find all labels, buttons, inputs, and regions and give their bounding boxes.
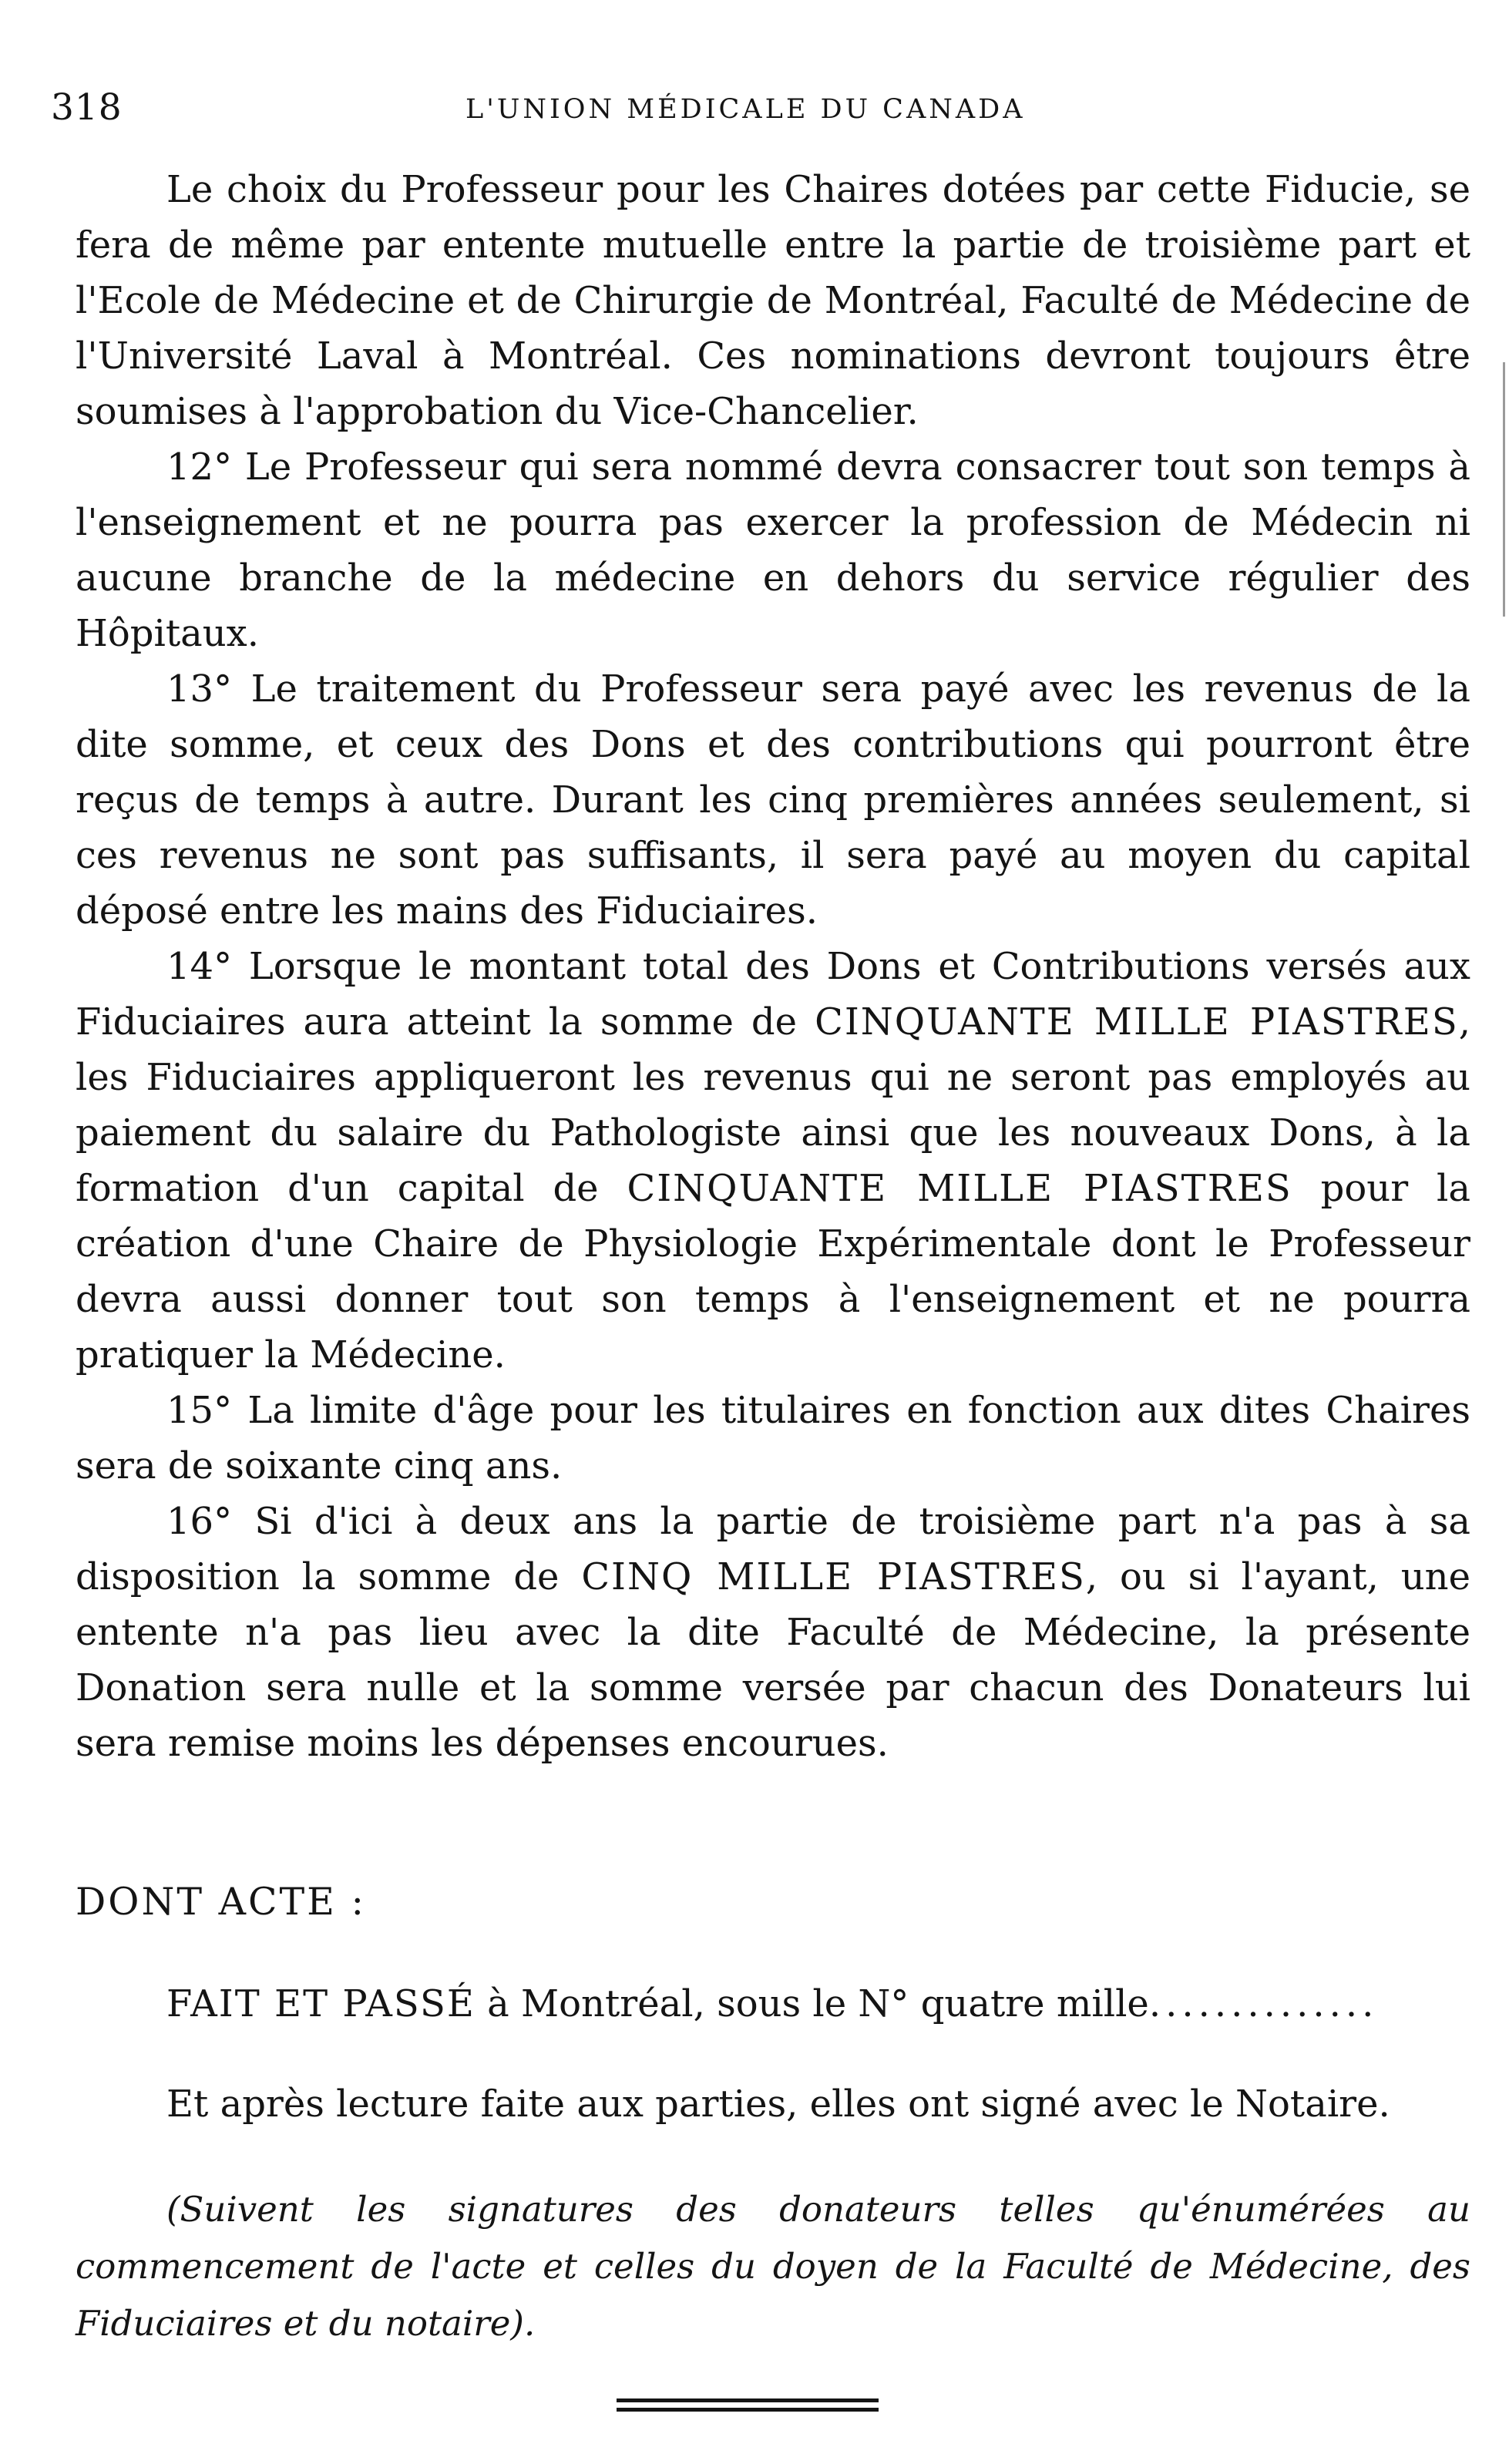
fait-et-passe-label: FAIT ET PASSÉ: [166, 1982, 476, 2025]
running-head: L'UNION MÉDICALE DU CANADA: [465, 94, 1026, 125]
paragraph-14-text-c: pour la création d'une Chaire de Physiologie Expérimentale dont le Professeur devra aussi donner tout son temps à l'enseignement et ne pourra pratiquer la Médecine.: [76, 1167, 1470, 1377]
margin-scan-line: [1503, 362, 1505, 617]
paragraph-13: 13° Le traitement du Professeur sera payé avec les revenus de la dite somme, et ceux des Dons et des contributions qui pourront être reçus de temps à autre. Durant les cinq premières années seulement, si ces revenus ne sont pas suffisants, il sera payé au moyen du capital déposé entre les mains des Fiduciaires.: [76, 667, 1470, 933]
signatures-note-text: (Suivent les signatures des donateurs telles qu'énumérées au commencement de l'acte et celles du doyen de la Faculté de Médecine, des Fiduciaires et du notaire).: [76, 2189, 1470, 2344]
dont-acte-heading: DONT ACTE :: [76, 1880, 367, 1924]
paragraph-14-text-b: , les Fiduciaires appliqueront les revenus qui ne seront pas employés au paiement du salaire du Pathologiste ainsi que les nouveaux Dons, à la formation d'un capital de: [76, 1000, 1470, 1210]
signatures-note: [76, 2181, 1470, 2352]
page-number: 318: [51, 86, 123, 129]
body-text: [76, 162, 1470, 1771]
paragraph-12: 12° Le Professeur qui sera nommé devra consacrer tout son temps à l'enseignement et ne pourra pas exercer la profession de Médecin ni aucune branche de la médecine en dehors du service régulier des Hôpitaux.: [76, 445, 1470, 655]
closing-rule-bottom: [617, 2408, 879, 2412]
paragraph-16-text-a: 16° Si d'ici à deux ans la partie de troisième part n'a pas à sa disposition la somme de: [76, 1500, 1470, 1598]
paragraph-16: [76, 1494, 1470, 1771]
fait-et-passe-text: à Montréal, sous le N° quatre mille: [475, 1982, 1149, 2025]
paragraph-chaires-choice: Le choix du Professeur pour les Chaires dotées par cette Fiducie, se fera de même par entente mutuelle entre la partie de troisième part et l'Ecole de Médecine et de Chirurgie de Montréal, Faculté de Médecine de l'Université Laval à Montréal. Ces nominations devront toujours être soumises à l'approbation du Vice-Chancelier.: [76, 168, 1470, 433]
paragraph-14-amount-a: CINQUANTE MILLE PIASTRES: [815, 1000, 1459, 1044]
paragraph-14-text-a: 14° Lorsque le montant total des Dons et Contributions versés aux Fiduciaires aura atteint la somme de: [76, 945, 1470, 1044]
paragraph-14: [76, 939, 1470, 1383]
paragraph-16-amount: CINQ MILLE PIASTRES: [581, 1555, 1086, 1598]
paragraph-15: 15° La limite d'âge pour les titulaires en fonction aux dites Chaires sera de soixante cinq ans.: [76, 1389, 1470, 1487]
fait-et-passe-dots: ..............: [1148, 1982, 1379, 2025]
closing-rule-top: [617, 2398, 879, 2402]
paragraph-16-text-b: , ou si l'ayant, une entente n'a pas lieu avec la dite Faculté de Médecine, la présente Donation sera nulle et la somme versée par chacun des Donateurs lui sera remise moins les dépenses encourues.: [76, 1555, 1470, 1765]
fait-et-passe-line: [76, 1976, 1509, 2032]
paragraph-14-amount-b: CINQUANTE MILLE PIASTRES: [627, 1167, 1292, 1210]
lecture-line: Et après lecture faite aux parties, elles ont signé avec le Notaire.: [166, 2082, 1390, 2126]
page-header: [49, 83, 1483, 133]
